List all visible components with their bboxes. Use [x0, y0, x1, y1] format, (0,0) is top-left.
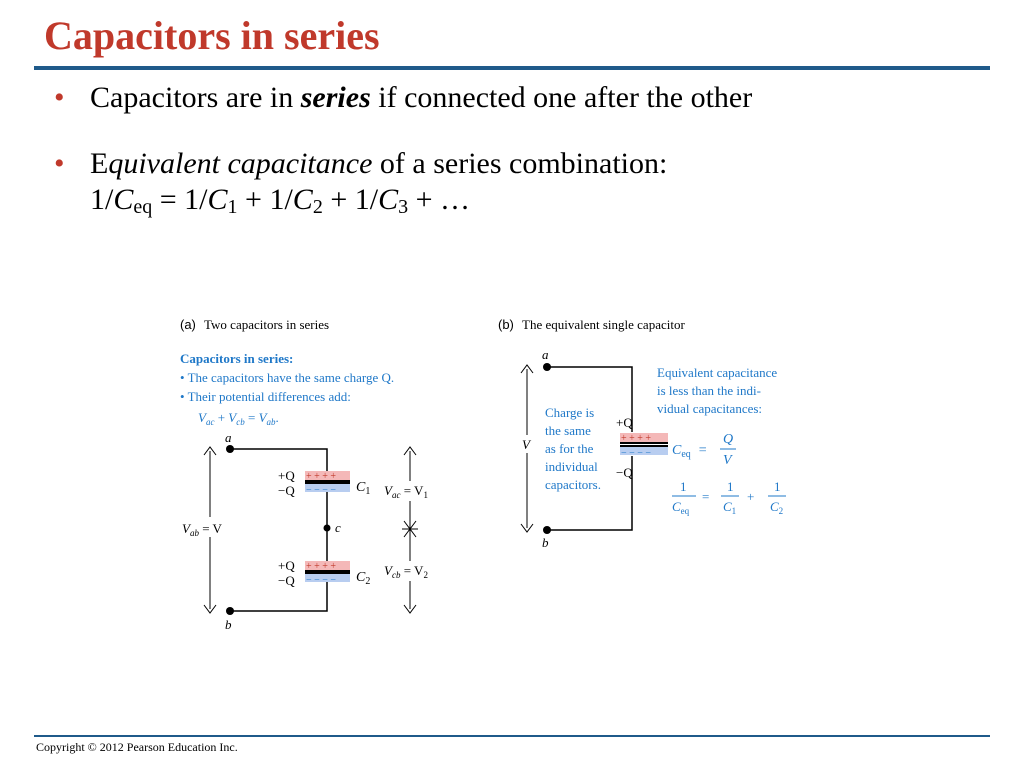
ceq-minus-q: −Q — [616, 465, 633, 480]
node-c — [324, 525, 331, 532]
vcb-part: 2 — [423, 570, 428, 580]
recip-c: C — [723, 499, 732, 514]
formula-sub: 2 — [312, 196, 323, 218]
recip-one-eq: 1 — [680, 479, 687, 494]
note-line-2: • Their potential differences add: — [180, 389, 351, 404]
vac-part: V — [384, 483, 392, 498]
title-divider — [34, 66, 990, 70]
recip-c1 — [723, 499, 736, 516]
footer-divider — [34, 735, 990, 737]
c1-sub: 1 — [365, 486, 371, 497]
ceq-minus-signs: − − − − — [621, 448, 652, 459]
c2-minus-signs: − − − − — [306, 575, 337, 586]
bullet-dot: • — [54, 81, 65, 114]
label-b-a: a — [542, 347, 549, 362]
vac-part: 1 — [423, 490, 428, 500]
eq-part: V — [228, 410, 237, 425]
terminal-b-b — [543, 526, 551, 534]
vab-part: ab — [189, 528, 199, 538]
charge-note-5: capacitors. — [545, 477, 601, 492]
bullet1-emphasis: series — [300, 81, 371, 114]
c2-sub: 2 — [365, 576, 371, 587]
c1-label — [356, 480, 370, 497]
formula-c: C — [292, 183, 313, 216]
label-b: b — [225, 617, 232, 632]
capacitor-diagram — [170, 305, 810, 635]
eq-note-2: is less than the indi- — [657, 383, 761, 398]
capacitor-c2 — [278, 558, 370, 588]
c1-minus-signs: − − − − — [306, 485, 337, 496]
vab-label — [182, 521, 223, 538]
vab-part: V — [182, 521, 190, 536]
note-line-1: • The capacitors have the same charge Q. — [180, 370, 395, 385]
vac-label — [384, 483, 428, 500]
recip-sub: 2 — [778, 506, 784, 516]
slide-title: Capacitors in series — [44, 13, 380, 58]
figure-b — [498, 317, 786, 550]
capacitor-ceq — [616, 415, 668, 480]
ceq-plus-signs: + + + + — [621, 433, 652, 444]
c1-letter: C — [356, 480, 366, 495]
recip-plus: + — [747, 489, 755, 504]
figure-a-label: (a) — [180, 317, 196, 332]
vac-part: = V — [400, 483, 424, 498]
eq-part: V — [198, 410, 206, 425]
eq-part: ac — [205, 417, 215, 427]
charge-note-3: as for the — [545, 441, 594, 456]
eq-part: + — [214, 410, 229, 425]
series-formula — [90, 182, 984, 225]
formula-c: C — [207, 183, 228, 216]
vab-part: = V — [198, 521, 222, 536]
bullet1-pre: Capacitors are in — [90, 81, 301, 114]
ceq-eq: = — [698, 443, 707, 458]
eq-note-1: Equivalent capacitance — [657, 365, 778, 380]
charge-note-1: Charge is — [545, 405, 595, 420]
formula-part: + … — [408, 183, 471, 216]
bullet2-emphasis: quivalent capacitance — [108, 147, 373, 180]
c2-label — [356, 570, 370, 587]
frac-v: V — [723, 453, 732, 468]
bullet-list — [54, 80, 984, 255]
vac-part: ac — [391, 490, 401, 500]
figure-b-title: The equivalent single capacitor — [522, 317, 685, 332]
eq-note-3: vidual capacitances: — [657, 401, 763, 416]
formula-sub: 1 — [227, 196, 238, 218]
ceq-plus-q: +Q — [616, 415, 633, 430]
c2-minus-q: −Q — [278, 573, 295, 588]
bullet2-post: of a series combination: — [372, 147, 668, 180]
eq-part: V — [258, 410, 267, 425]
bullet2-pre: E — [90, 147, 109, 180]
vcb-part: V — [384, 563, 392, 578]
figure-b-label: (b) — [498, 317, 514, 332]
ceq-letter: C — [672, 443, 682, 458]
vcb-part: = V — [400, 563, 424, 578]
terminal-b — [226, 607, 234, 615]
frac-q: Q — [723, 432, 734, 447]
eq-part: = — [244, 410, 259, 425]
terminal-b-a — [543, 363, 551, 371]
charge-note-2: the same — [545, 423, 591, 438]
c2-letter: C — [356, 570, 366, 585]
recip-c: C — [672, 499, 681, 514]
formula-part: + 1/ — [322, 183, 379, 216]
recip-c2 — [770, 499, 783, 516]
c2-plus-signs: + + + + — [306, 561, 337, 572]
c2-plus-q: +Q — [278, 558, 295, 573]
formula-sub: eq — [133, 196, 153, 218]
bullet-series-definition — [54, 80, 984, 116]
bullet-dot: • — [54, 147, 65, 180]
bullet-equivalent-capacitance — [54, 146, 984, 225]
eq-part: ab — [266, 417, 276, 427]
c1-plus-q: +Q — [278, 468, 295, 483]
recip-ceq — [672, 499, 690, 516]
ceq-sub: eq — [681, 449, 691, 460]
c1-minus-q: −Q — [278, 483, 295, 498]
eq-part: . — [275, 410, 279, 425]
reciprocal-equation — [672, 479, 786, 516]
formula-c: C — [113, 183, 134, 216]
terminal-a — [226, 445, 234, 453]
formula-part: = 1/ — [152, 183, 208, 216]
recip-equals: = — [702, 489, 710, 504]
note-heading: Capacitors in series: — [180, 351, 294, 366]
capacitor-c1 — [278, 468, 370, 498]
recip-one-2: 1 — [774, 479, 781, 494]
recip-sub: eq — [680, 506, 690, 516]
c1-plus-signs: + + + + — [306, 471, 337, 482]
note-equation — [198, 410, 279, 427]
vcb-part: cb — [391, 570, 401, 580]
label-a: a — [225, 430, 232, 445]
formula-part: 1/ — [90, 183, 114, 216]
ceq-equation — [672, 443, 707, 460]
formula-sub: 3 — [398, 196, 409, 218]
recip-sub: 1 — [731, 506, 737, 516]
copyright-footer: Copyright © 2012 Pearson Education Inc. — [36, 740, 238, 754]
formula-part: + 1/ — [237, 183, 293, 216]
vcb-label — [384, 563, 428, 580]
charge-note-4: individual — [545, 459, 598, 474]
bullet1-post: if connected one after the other — [370, 81, 753, 114]
figure-a — [180, 317, 448, 632]
formula-c: C — [378, 183, 399, 216]
recip-c: C — [770, 499, 779, 514]
label-b-b: b — [542, 535, 549, 550]
label-c: c — [335, 520, 341, 535]
v-label: V — [522, 437, 530, 452]
recip-one-1: 1 — [727, 479, 734, 494]
figure-a-title: Two capacitors in series — [204, 317, 330, 332]
eq-part: cb — [236, 417, 245, 427]
